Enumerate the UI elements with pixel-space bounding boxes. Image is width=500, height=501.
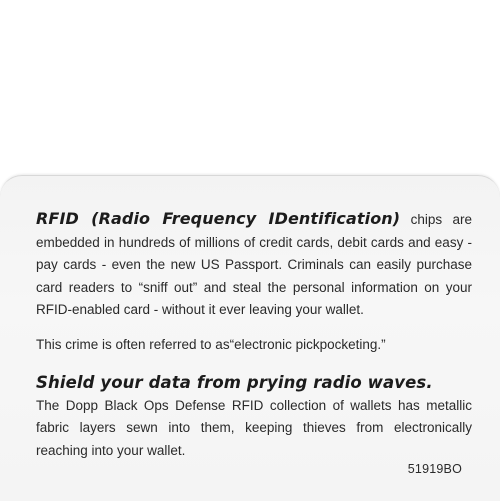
- shield-subheading: Shield your data from prying radio waves.: [36, 372, 433, 392]
- rfid-intro-paragraph: [36, 208, 472, 322]
- rfid-heading: RFID (Radio Frequency IDentification): [36, 209, 401, 228]
- product-description-paragraph: The Dopp Black Ops Defense RFID collection of wallets has metallic fabric layers sewn into them, keeping thieves from electronically reaching into your wallet.: [36, 397, 472, 458]
- rfid-intro-text: chips are embedded in hundreds of millions of credit cards, debit cards and easy - pay cards - even the new US Passport. Criminals can easily purchase card readers to “sniff out” and steal the personal information on your RFID-enabled card - without it ever leaving your wallet.: [36, 212, 472, 318]
- crime-note-paragraph: This crime is often referred to as“electronic pickpocketing.”: [36, 336, 386, 352]
- product-code: 51919BO: [407, 462, 462, 476]
- blank-background: [0, 0, 500, 175]
- card-text-block: [36, 208, 472, 462]
